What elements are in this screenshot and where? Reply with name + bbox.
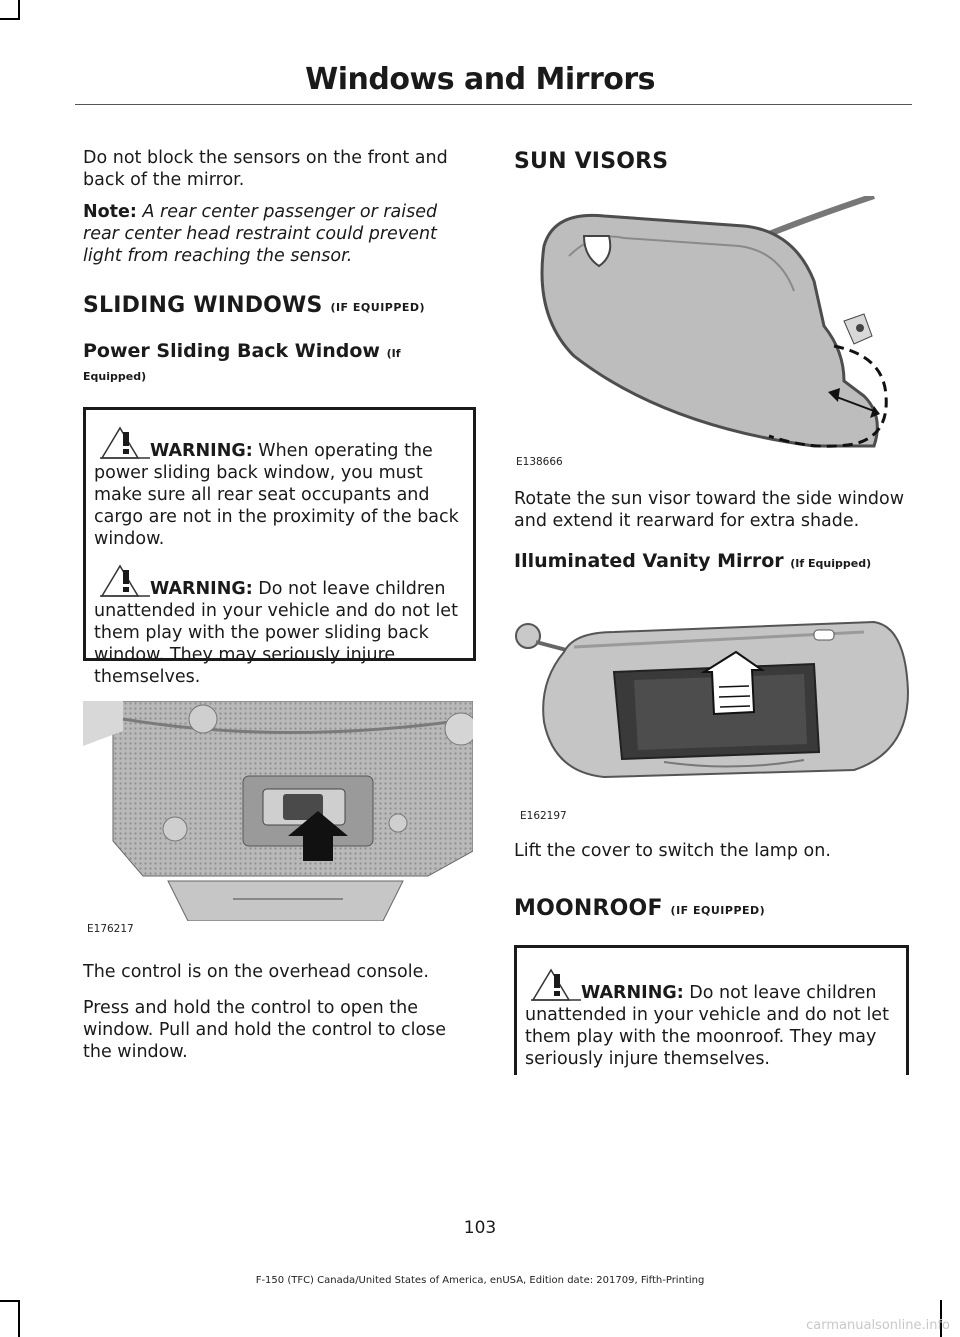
page-number: 103 [463, 1218, 497, 1238]
warning-triangle-icon [98, 562, 152, 598]
sun-visors-heading: SUN VISORS [514, 149, 669, 174]
crop-mark [0, 18, 20, 20]
sun-visor-illustration [514, 196, 909, 474]
vanity-mirror-figure [514, 602, 909, 832]
warning-triangle-icon [529, 966, 583, 1002]
vanity-mirror-illustration [514, 602, 909, 802]
note-paragraph [83, 201, 476, 267]
sun-visor-text: Rotate the sun visor toward the side window and extend it rearward for extra shade. [514, 489, 905, 531]
header-rule [75, 104, 912, 105]
figure-code: E138666 [516, 456, 563, 468]
page-title: Windows and Mirrors [305, 62, 655, 97]
moonroof-heading [514, 896, 909, 921]
warning-item [94, 578, 467, 688]
control-location-text: The control is on the overhead console. [83, 962, 429, 982]
warning-label: WARNING: [150, 579, 253, 599]
note-text: A rear center passenger or raised rear center head restraint could prevent light from reaching the sensor. [83, 202, 438, 266]
sliding-windows-tag: (IF EQUIPPED) [330, 301, 426, 314]
crop-mark [18, 1300, 20, 1337]
intro-text: Do not block the sensors on the front and back of the mirror. [83, 148, 448, 190]
power-sliding-title: Power Sliding Back Window [83, 340, 380, 362]
warning-triangle-icon [98, 424, 152, 460]
vanity-mirror-title: Illuminated Vanity Mirror [514, 550, 784, 572]
crop-mark [0, 1300, 20, 1302]
moonroof-warning-box [514, 945, 909, 1075]
sun-visor-figure [514, 196, 909, 474]
control-usage-text: Press and hold the control to open the window. Pull and hold the control to close the window. [83, 998, 447, 1062]
figure-code: E176217 [87, 923, 134, 935]
crop-mark [18, 0, 20, 20]
overhead-console-figure [83, 701, 473, 941]
power-sliding-tag-2: Equipped) [83, 370, 147, 383]
edition-footer: F-150 (TFC) Canada/United States of America, enUSA, Edition date: 201709, Fifth-Printing [255, 1275, 705, 1286]
warning-box [83, 407, 476, 687]
warning-label: WARNING: [581, 983, 684, 1003]
moonroof-tag: (IF EQUIPPED) [670, 904, 766, 917]
moonroof-title: MOONROOF [514, 896, 663, 921]
sliding-windows-title: SLIDING WINDOWS [83, 293, 323, 318]
left-column [83, 147, 476, 1073]
figure-code: E162197 [520, 810, 567, 822]
warning-text: Do not leave children unattended in your vehicle and do not let them play with the power sliding back window. They may seriously injure themselves. [94, 579, 458, 687]
warning-item [525, 982, 900, 1070]
watermark: carmanualsonline.info [806, 1318, 950, 1333]
vanity-mirror-tag: (If Equipped) [790, 557, 872, 570]
vanity-mirror-heading [514, 550, 909, 572]
sliding-windows-heading [83, 293, 476, 318]
power-sliding-heading [83, 340, 476, 362]
overhead-console-illustration [83, 701, 473, 921]
note-label: Note: [83, 202, 137, 222]
power-sliding-tag-1: (If [386, 347, 401, 360]
warning-text: Do not leave children unattended in your vehicle and do not let them play with the moonroof. They may seriously injure themselves. [525, 983, 889, 1069]
warning-label: WARNING: [150, 441, 253, 461]
warning-text: When operating the power sliding back window, you must make sure all rear seat occupants and cargo are not in the proximity of the back window. [94, 441, 459, 549]
right-column [514, 147, 909, 1075]
vanity-mirror-text: Lift the cover to switch the lamp on. [514, 841, 831, 861]
warning-item [94, 440, 467, 550]
